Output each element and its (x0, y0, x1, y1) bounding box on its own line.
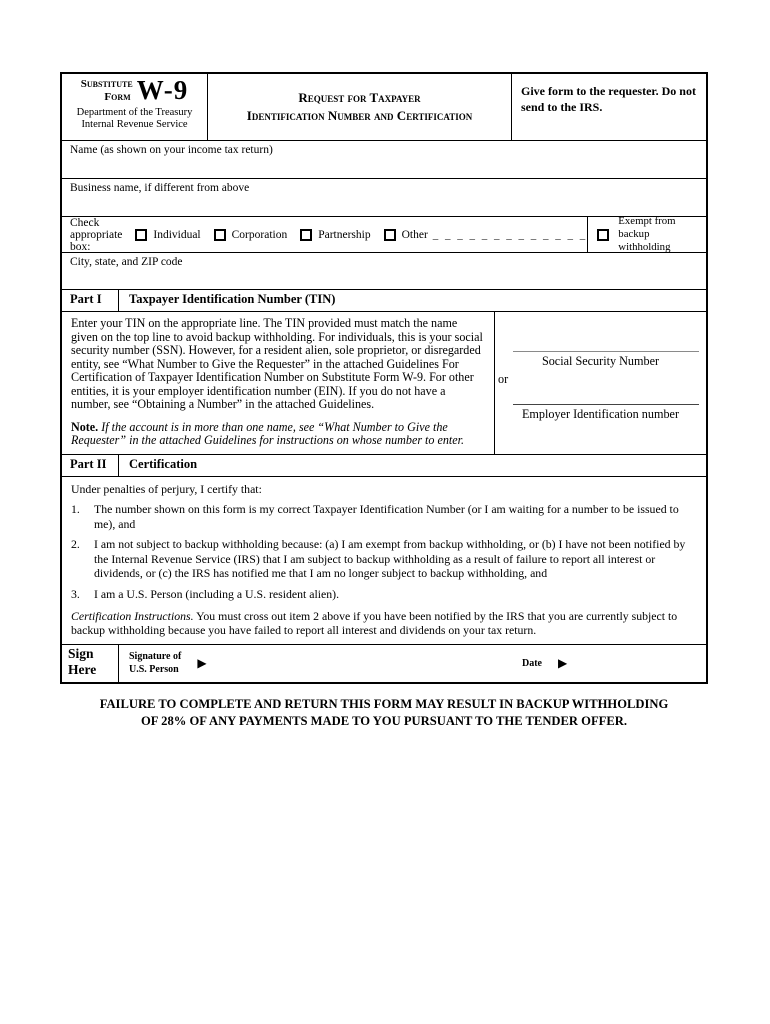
exempt-backup-withholding-cell (588, 217, 706, 252)
checkbox-corporation-label: Corporation (231, 228, 288, 241)
ein-label: Employer Identification number (521, 407, 680, 421)
perjury-intro: Under penalties of perjury, I certify that: (71, 481, 262, 496)
certification-instructions-label: Certification Instructions. (71, 608, 194, 623)
signature-of-us-person-label: Signature of U.S. Person (129, 651, 182, 676)
checkbox-other-label: Other (401, 228, 428, 241)
ein-input-line[interactable] (513, 404, 699, 405)
form-title-line2: Identification Number and Certification (246, 108, 473, 123)
certification-instructions (71, 609, 697, 638)
form-title (208, 74, 512, 140)
give-form-note: Give form to the requester. Do not send to the IRS. (521, 84, 696, 115)
note-text: If the account is in more than one name, see “What Number to Give the Requester” in the attached Guidelines for instructions on whose number to enter. (71, 419, 465, 447)
form-title-line1: Request for Taxpayer (298, 89, 421, 105)
checkbox-individual-label: Individual (153, 228, 201, 241)
certification-item-2 (71, 537, 697, 581)
business-name-input-area[interactable] (62, 179, 706, 217)
certification-item-3 (71, 587, 697, 602)
checkbox-partnership-label: Partnership (318, 228, 371, 241)
item-text: I am not subject to backup withholding because: (a) I am exempt from backup withholding, or (b) I have not been notified by the Internal Revenue Service (IRS) that I am subject to backup withholding as a result of failure to report all interest or dividends, or (c) the IRS has notified me that I am no longer subject to backup withholding, and (94, 537, 686, 581)
city-state-zip-label: City, state, and ZIP code (70, 256, 183, 268)
item-number: 1. (71, 502, 80, 517)
checkbox-exempt-backup-withholding[interactable] (597, 229, 609, 241)
w9-form-table (60, 72, 708, 684)
signature-row (62, 645, 706, 682)
ssn-input-line[interactable] (513, 351, 699, 352)
item-text: I am a U.S. Person (including a U.S. resident alien). (94, 587, 340, 602)
substitute-label: Substitute (80, 78, 133, 90)
irs-label: Internal Revenue Service (81, 119, 188, 131)
date-label: Date (522, 657, 542, 669)
item-number: 2. (71, 537, 80, 552)
warning-line1: FAILURE TO COMPLETE AND RETURN THIS FORM MAY RESULT IN BACKUP WITHHOLDING (99, 697, 669, 711)
check-appropriate-box-label: Check appropriate box: (70, 216, 123, 253)
part2-label: Part II (62, 455, 119, 476)
part1-body (62, 312, 706, 455)
item-text: The number shown on this form is my correct Taxpayer Identification Number (or I am waiting for a number to be issued to me), and (94, 502, 679, 531)
certification-instructions-text: You must cross out item 2 above if you have been notified by the IRS that you are currently subject to backup withholding because you have failed to report all interest and dividends on your tax return. (71, 608, 678, 638)
form-id-block (62, 74, 208, 140)
sign-here-label: Sign Here (62, 645, 119, 682)
part2-header (62, 455, 706, 477)
entity-type-row (62, 217, 706, 253)
signature-arrow-icon: ▶ (197, 656, 207, 671)
tin-entry-area (495, 312, 706, 446)
item-number: 3. (71, 587, 80, 602)
name-label: Name (as shown on your income tax return) (70, 144, 273, 156)
part1-note (71, 421, 485, 448)
warning-line2: OF 28% OF ANY PAYMENTS MADE TO YOU PURSUANT TO THE TENDER OFFER. (141, 714, 627, 728)
backup-withholding-warning (60, 696, 708, 730)
date-input-area[interactable] (567, 651, 677, 675)
entity-type-options (62, 217, 588, 252)
form-header (62, 74, 706, 141)
checkbox-individual[interactable] (135, 229, 147, 241)
certification-item-1 (71, 502, 697, 531)
or-label: or (498, 372, 509, 386)
part1-instructions: Enter your TIN on the appropriate line. The TIN provided must match the name given on the top line to avoid backup withholding. For individuals, this is your social security number (SSN). However, for a resident alien, sole proprietor, or disregarded entity, see “What Number to Give the Requester” in the attached Guidelines For Certification of Taxpayer Identification Number on Substitute Form W-9. For other entities, it is your employer identification number (EIN). If you do not have a number, see “Obtaining a Number” in the attached Guidelines. (71, 316, 483, 411)
checkbox-partnership[interactable] (300, 229, 312, 241)
dept-treasury-label: Department of the Treasury (76, 106, 193, 118)
form-number: W-9 (136, 75, 189, 105)
part2-title: Certification (129, 456, 198, 471)
part1-title: Taxpayer Identification Number (TIN) (129, 292, 336, 306)
part1-label: Part I (62, 290, 119, 311)
city-state-zip-input-area[interactable] (62, 253, 706, 290)
other-blank-line[interactable]: _ _ _ _ _ _ _ _ _ _ _ _ _ (432, 228, 588, 241)
checkbox-corporation[interactable] (214, 229, 226, 241)
name-input-area[interactable] (62, 141, 706, 179)
exempt-backup-withholding-label: Exempt from backup withholding (618, 215, 676, 253)
ssn-label: Social Security Number (541, 354, 660, 368)
business-name-label: Business name, if different from above (70, 182, 250, 194)
part2-body (62, 477, 706, 645)
note-label: Note. (71, 419, 99, 434)
date-arrow-icon: ▶ (558, 656, 568, 671)
form-word-label: Form (104, 90, 131, 103)
signature-input-area[interactable] (207, 651, 457, 675)
part1-header (62, 290, 706, 312)
checkbox-other[interactable] (384, 229, 396, 241)
